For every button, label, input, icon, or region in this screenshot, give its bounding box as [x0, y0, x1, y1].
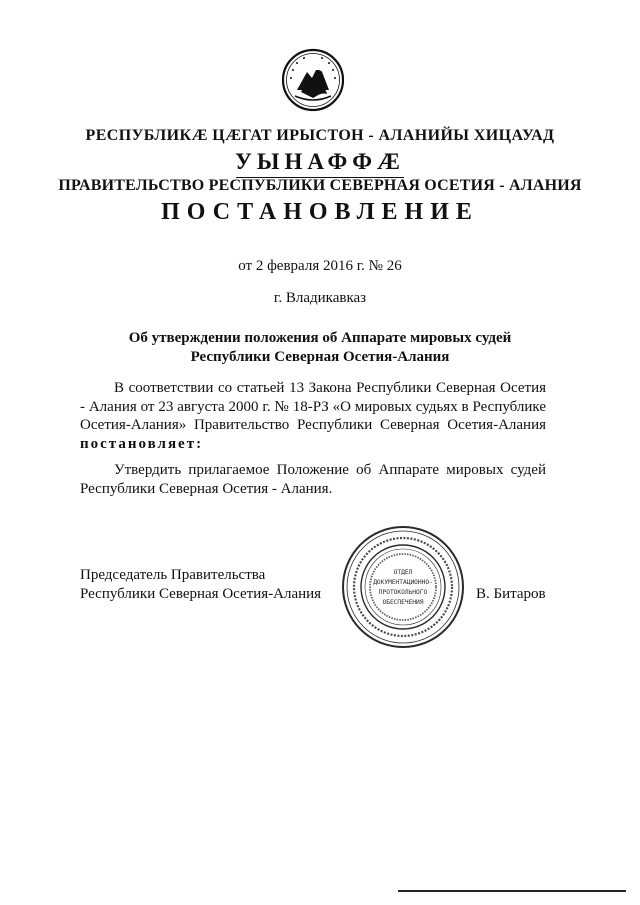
document-city: г. Владикавказ [273, 290, 367, 306]
seal-text-line-4: ОБЕСПЕЧЕНИЯ [382, 599, 424, 606]
seal-text-line-1: ОТДЕЛ [393, 569, 413, 576]
signatory-position-line-2: Республики Северная Осетия-Алания [80, 586, 322, 602]
signatory-position-line-1: Председатель Правительства [80, 567, 266, 583]
header-russian-line: ПРАВИТЕЛЬСТВО РЕСПУБЛИКИ СЕВЕРНАЯ ОСЕТИЯ - АЛАНИЯ [58, 177, 582, 194]
header-ossetian-line: РЕСПУБЛИКӔ ЦӔГАТ ИРЫСТОН - АЛАНИЙЫ ХИЦАУАД [85, 127, 555, 144]
body-paragraph-2: Утвердить прилагаемое Положение об Аппарате мировых судей Республики Северная Осетия - Алания. [80, 462, 546, 497]
subject-line-1: Об утверждении положения об Аппарате мировых судей [128, 330, 512, 346]
body-paragraph-1-text: В соответствии со статьей 13 Закона Республики Северная Осетия - Алания от 23 августа 2000 г. № 18-РЗ «О мировых судьях в Республике Осетия-Алания» Правительство Республики Северная Осетия-Алания [80, 380, 546, 433]
footer-line [398, 890, 626, 892]
seal-text-line-3: ПРОТОКОЛЬНОГО [378, 589, 428, 596]
coat-of-arms-icon [281, 48, 345, 112]
signatory-name: В. Битаров [476, 586, 546, 602]
header-ossetian-title: УЫНАФФӔ [234, 149, 406, 174]
subject-line-2: Республики Северная Осетия-Алания [190, 349, 450, 365]
document-type-title: ПОСТАНОВЛЕНИЕ [161, 199, 479, 225]
document-date-number: от 2 февраля 2016 г. № 26 [238, 258, 402, 274]
seal-text-line-2: ДОКУМЕНТАЦИОННО- [373, 579, 433, 586]
body-paragraph-1 [80, 379, 546, 453]
official-seal [340, 524, 466, 650]
resolution-keyword: постановляет: [80, 435, 204, 452]
signatory-position [80, 566, 321, 604]
